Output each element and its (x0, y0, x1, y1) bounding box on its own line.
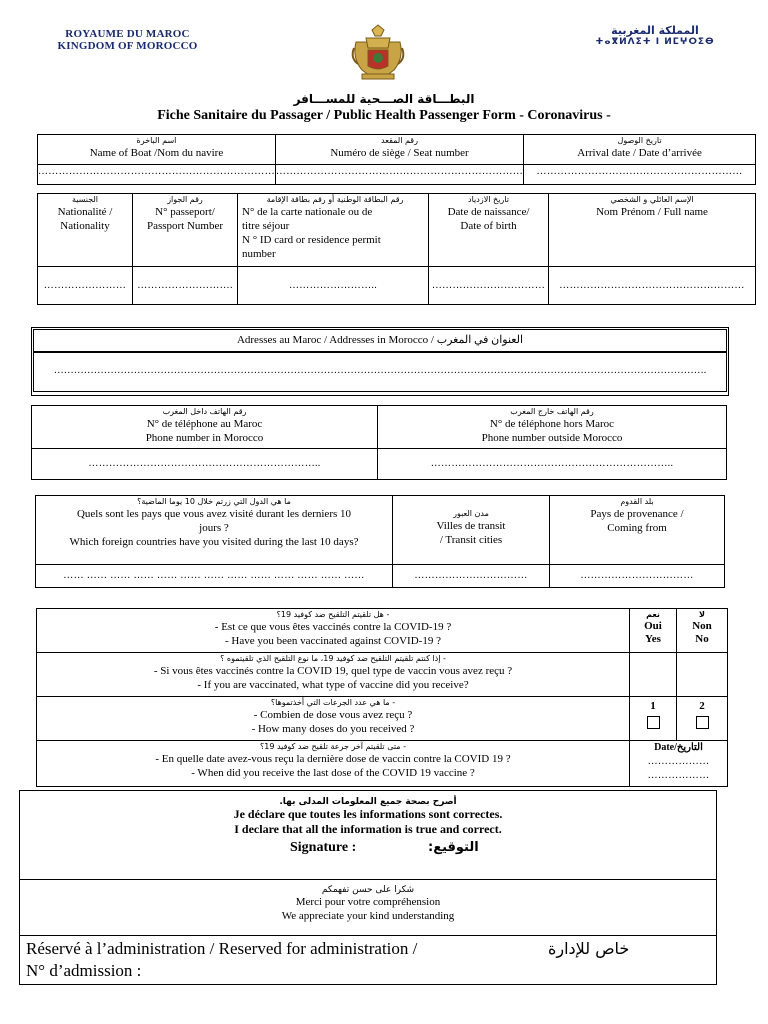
passport-header: رقم الجواز N° passeport/ Passport Number (133, 194, 238, 267)
phone-morocco-header: رقم الهاتف داخل المغرب N° de téléphone au Maroc Phone number in Morocco (32, 406, 378, 449)
vaccine-type-answer-yes[interactable] (630, 653, 677, 697)
declaration-en: I declare that all the information is true and correct. (234, 822, 502, 836)
full-name-field[interactable]: ……………………………………………… (549, 267, 756, 305)
dose-two-option[interactable]: 2 (677, 697, 728, 741)
origin-country-header: بلد القدوم Pays de provenance / Coming from (550, 496, 725, 565)
date-label: Date/التاريخ (654, 742, 703, 753)
declaration-box (19, 790, 717, 880)
arrival-date-field[interactable]: …………………………………………………… (524, 165, 756, 185)
address-label: Adresses au Maroc / Addresses in Morocco / العنوان في المغرب (236, 334, 524, 346)
phone-morocco-field[interactable]: ………………………………………………………….. (32, 449, 378, 480)
address-field[interactable]: ……………………………………………………………………………………………………………………………………………………………………………. (33, 352, 727, 392)
last-dose-date-field[interactable]: Date/التاريخ ……………… ……………… (630, 741, 728, 787)
vaccine-type-answer-no[interactable] (677, 653, 728, 697)
nationality-field[interactable]: …………………… (38, 267, 133, 305)
declaration-ar: أصرح بصحة جميع المعلومات المدلى بها. (279, 797, 457, 807)
signature-label-ar: التوقيع: (428, 840, 479, 855)
signature-label: Signature : (290, 840, 357, 855)
admin-reserved-label-ar: خاص للإدارة (548, 939, 630, 958)
thanks-en: We appreciate your kind understanding (281, 910, 455, 922)
admission-number-label: N° d’admission : (26, 961, 142, 980)
seat-number-header: رقم المقعد Numéro de siège / Seat number (275, 135, 523, 165)
declaration-fr: Je déclare que toutes les informations sont correctes. (233, 807, 503, 821)
id-card-field[interactable]: …………………….. (238, 267, 429, 305)
dose-count-question: - ما هي عدد الجرعات التي أخذتموها؟ - Combien de dose vous avez reçu ? - How many doses do you received ? (37, 697, 630, 741)
travel-history-table (35, 495, 725, 588)
admin-reserved-label: Réservé à l’administration / Reserved for administration / (26, 939, 418, 958)
address-label-box (33, 329, 727, 352)
thanks-ar: شكرا على حسن تفهمكم (321, 885, 415, 895)
phone-abroad-header: رقم الهاتف خارج المغرب N° de téléphone hors Maroc Phone number outside Morocco (378, 406, 727, 449)
origin-country-field[interactable]: …………………………… (550, 565, 725, 588)
visited-countries-field[interactable]: …… …… …… …… …… …… …… …… …… …… …… …… …… (36, 565, 393, 588)
transit-cities-field[interactable]: …………………………… (393, 565, 550, 588)
arrival-date-header: تاريخ الوصول Arrival date / Date d’arrivée (524, 135, 756, 165)
birth-date-header: تاريخ الازدياد Date de naissance/ Date of birth (429, 194, 549, 267)
identity-table (37, 193, 756, 305)
transit-cities-header: مدن العبور Villes de transit / Transit cities (393, 496, 550, 565)
no-option[interactable]: لا Non No (677, 609, 728, 653)
phone-table (31, 405, 727, 480)
yes-option[interactable]: نعم Oui Yes (630, 609, 677, 653)
nationality-header: الجنسية Nationalité / Nationality (38, 194, 133, 267)
birth-date-field[interactable]: …………………………… (429, 267, 549, 305)
signature-line[interactable] (20, 840, 716, 862)
kingdom-ar-label: المملكة المغربية ⵜⴰⴳⵍⴷⵉⵜ ⵏ ⵍⵎⵖⵔⵉⴱ (595, 24, 715, 47)
full-name-header: الإسم العائلي و الشخصي Nom Prénom / Full name (549, 194, 756, 267)
seat-number-field[interactable]: ……………………………………………………………… (275, 165, 523, 185)
kingdom-fr-label: ROYAUME DU MAROC KINGDOM OF MOROCCO (57, 28, 198, 52)
vaccinated-question: - هل تلقيتم التلقيح ضد كوفيد 19؟ - Est ce que vous êtes vaccinés contre la COVID-19 ? - Have you been vaccinated against COVID-19 ? (37, 609, 630, 653)
boat-name-field[interactable]: …………………………………………………………… (38, 165, 276, 185)
id-card-header: رقم البطاقة الوطنية أو رقم بطاقة الإقامة N° de la carte nationale ou de titre séjour N ° ID card or residence permit number (238, 194, 429, 267)
visited-countries-header: ما هي الدول التي زرتم خلال 10 يوما الماضية؟ Quels sont les pays que vous avez visité durant les derniers 10 jours ? Which foreign countries have you visited during the last 10 days? (36, 496, 393, 565)
thanks-box (19, 877, 717, 936)
phone-abroad-field[interactable]: …………………………………………………………….. (378, 449, 727, 480)
form-title: Fiche Sanitaire du Passager / Public Health Passenger Form - Coronavirus - (157, 108, 611, 123)
dose-two-checkbox[interactable] (696, 716, 709, 729)
travel-info-table (37, 134, 756, 185)
last-dose-question: - متى تلقيتم آخر جرعة تلقيح ضد كوفيد 19؟ - En quelle date avez-vous reçu la dernière dose de vaccin contre la COVID 19 ? - When did you receive the last dose of the COVID 19 vaccine ? (37, 741, 630, 787)
form-title-ar: البطـــاقة الصـــحية للمســـافر (293, 92, 475, 106)
vaccine-type-question: - إذا كنتم تلقيتم التلقيح ضد كوفيد 19، ما نوع التلقيح الذي تلقيتموه ؟ - Si vous êtes vaccinés contre la COVID 19, quel type de vaccin vous avez reçu ? - If you are vaccinated, what type of vaccine did you receive? (37, 653, 630, 697)
thanks-fr: Merci pour votre compréhension (295, 896, 441, 908)
passport-field[interactable]: ………………………. (133, 267, 238, 305)
boat-name-header: اسم الباخرة Name of Boat /Nom du navire (38, 135, 276, 165)
vaccination-table (36, 608, 728, 787)
admin-box (19, 935, 717, 985)
dose-one-option[interactable]: 1 (630, 697, 677, 741)
moroccan-coat-of-arms-logo (348, 24, 408, 82)
dose-one-checkbox[interactable] (647, 716, 660, 729)
